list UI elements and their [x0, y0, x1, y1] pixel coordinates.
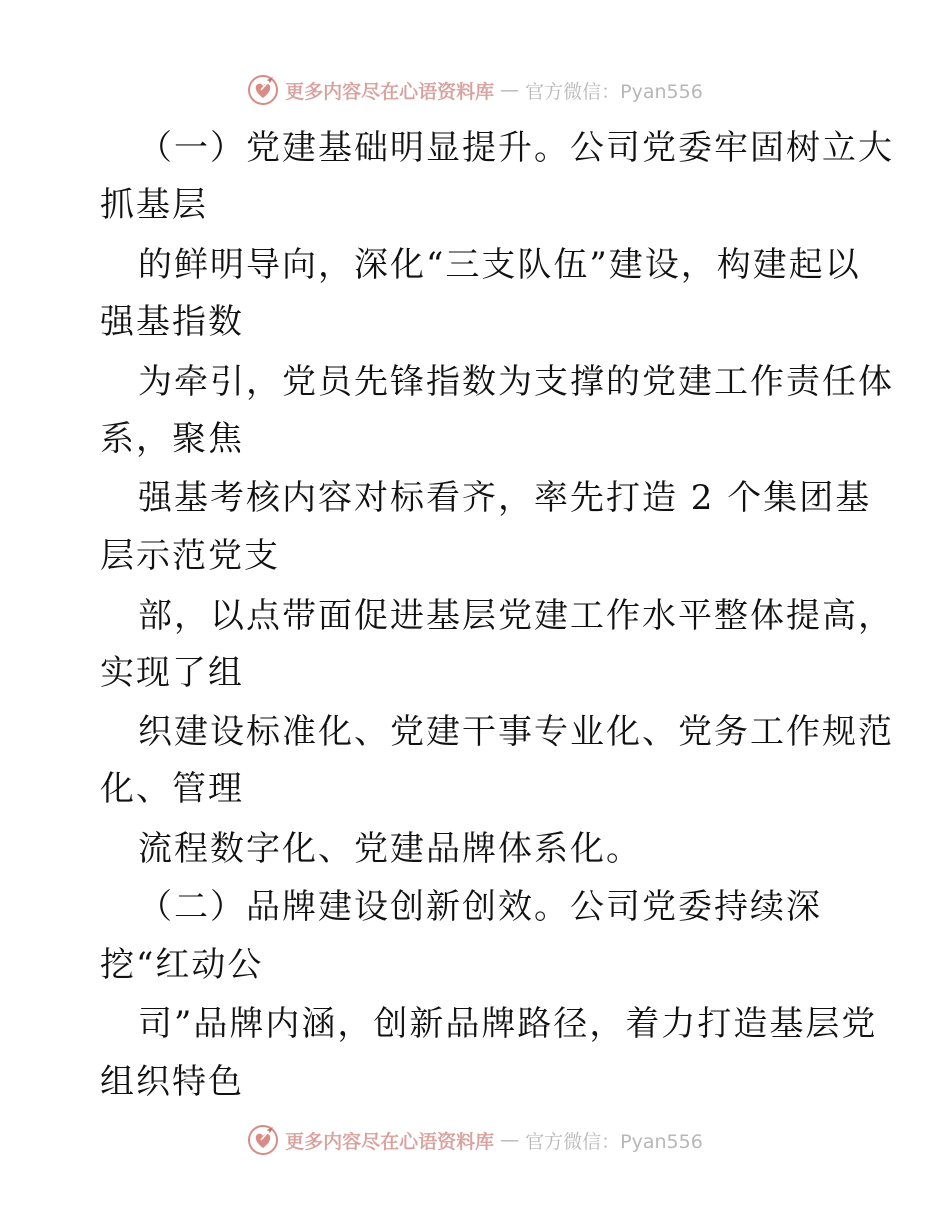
text-line: 为牵引，党员先锋指数为支撑的党建工作责任体 [138, 362, 894, 402]
text-line: 层示范党支 [100, 536, 280, 576]
watermark-separator: — [500, 79, 520, 101]
watermark-contact-text: 官方微信：Pyan556 [525, 80, 703, 103]
text-line: 实现了组 [100, 653, 244, 693]
text-line: （二）品牌建设创新创效。公司党委持续深 [138, 887, 822, 927]
text-line: 系，聚焦 [100, 419, 244, 459]
text-line: 化、管理 [100, 769, 244, 809]
text-line: 挖“红动公 [100, 945, 264, 985]
watermark-contact-text: 官方微信：Pyan556 [525, 1130, 703, 1153]
text-line: 强基考核内容对标看齐，率先打造 2 个集团基 [138, 478, 872, 518]
watermark-brand-text: 更多内容尽在心语资料库 [285, 1130, 495, 1153]
text-line: 抓基层 [100, 185, 208, 225]
watermark-separator: — [500, 1129, 520, 1151]
text-line: 织建设标准化、党建干事专业化、党务工作规范 [138, 712, 894, 752]
text-line: 流程数字化、党建品牌体系化。 [138, 829, 642, 869]
heart-pen-logo-icon [247, 1124, 279, 1156]
watermark-brand-text: 更多内容尽在心语资料库 [285, 80, 495, 103]
text-line: （一）党建基础明显提升。公司党委牢固树立大 [138, 128, 894, 168]
text-line: 组织特色 [100, 1062, 244, 1102]
text-line: 司”品牌内涵，创新品牌路径，着力打造基层党 [138, 1004, 878, 1044]
text-line: 部，以点带面促进基层党建工作水平整体提高， [138, 596, 894, 636]
text-line: 强基指数 [100, 302, 244, 342]
text-line: 的鲜明导向，深化“三支队伍”建设，构建起以 [138, 245, 861, 285]
watermark-footer [0, 1122, 950, 1158]
